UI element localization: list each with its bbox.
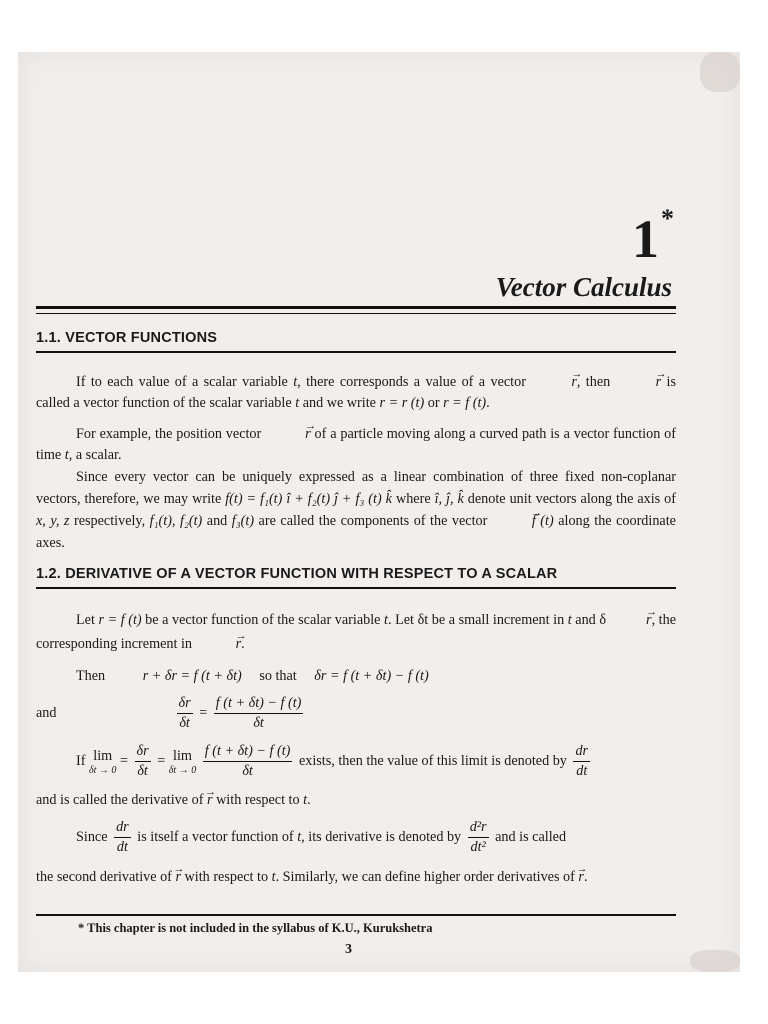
equation-line: If lim δt → 0 = $\frac{\delta r}{\delta t}$ = lim δt → 0 $\frac{f (t + \delta t) - f (t)}{\delta t}$ exists, then the value of this limit is denoted by $\frac{dr}{dt}$ (76, 743, 589, 780)
chapter-number: 1* (632, 204, 674, 269)
equation: r = f (t) (443, 395, 487, 411)
vector-r: → r (578, 866, 584, 888)
paragraph: the second derivative of → r with respect to t. Similarly, we can define higher order derivatives of → r. (36, 866, 676, 888)
vector-r: → r (175, 866, 181, 888)
section-heading: 1.1. VECTOR FUNCTIONS (36, 330, 218, 346)
fraction: $\frac{\delta r}{\delta t}$ (136, 743, 149, 780)
paragraph: Since every vector can be uniquely expressed as a linear combination of three fixed non-coplanar vectors, therefore, we may write f(t) = f₁(t) î + f₂(t) ĵ + f₃ (t) k̂ where î, ĵ, k̂ denote unit vectors along the axis of x, y, z respectively, f₁(t), f₂(t) and f₃(t) are called the components of the vector → f (t) along the coordinate axes. (36, 466, 676, 554)
section-heading: 1.2. DERIVATIVE OF A VECTOR FUNCTION WITH RESPECT TO A SCALAR (36, 566, 558, 582)
limit: lim δt → 0 (89, 747, 117, 776)
equation: r + δr = f (t + δt) (142, 668, 242, 684)
vector-r: → r (531, 372, 577, 393)
fraction: $\frac{f (t + \delta t) - f (t)}{\delta t}$ (204, 743, 291, 780)
fraction: $\frac{\delta r}{\delta t}$ (178, 695, 191, 732)
fraction: $\frac{f (t + \delta t) - f (t)}{\delta t}$ (215, 695, 302, 732)
vector-r: → r (606, 608, 652, 632)
vector-r: → r (265, 424, 311, 445)
equation-line: and $\frac{\delta r}{\delta t}$ = $\frac{f (t + \delta t) - f (t)}{\delta t}$ (36, 695, 302, 732)
footnote-rule (36, 914, 676, 916)
section-rule (36, 351, 676, 353)
vector-r: → r (207, 790, 213, 811)
page-number: 3 (345, 942, 352, 957)
vector-r: → r (616, 372, 662, 393)
chapter-star: * (661, 204, 674, 233)
equation: r = r (t) (379, 395, 425, 411)
paragraph: For example, the position vector → r of a particle moving along a curved path is a vector function of time t, a scalar. (36, 424, 676, 466)
equation-line: Since $\frac{dr}{dt}$ is itself a vector function of t, its derivative is denoted by $\frac{\text{d²r}}{\text{dt²}}$ and is called (76, 819, 567, 856)
title-rule-thick (36, 306, 676, 309)
equation: δr = f (t + δt) − f (t) (314, 668, 429, 684)
section-rule (36, 587, 676, 589)
footnote: * This chapter is not included in the syllabus of K.U., Kurukshetra (78, 921, 433, 935)
chapter-title: Vector Calculus (495, 272, 672, 302)
equation: r = f (t) (98, 612, 142, 628)
fraction: $\frac{dr}{dt}$ (116, 819, 129, 856)
paragraph: If to each value of a scalar variable t, there corresponds a value of a vector → r, then → r is called a vector function of the scalar variable t and we write r = r (t) or r = f (t). (36, 372, 676, 414)
fraction: $\frac{\text{d²r}}{\text{dt²}}$ (469, 819, 487, 856)
limit: lim δt → 0 (168, 747, 197, 776)
paragraph: Let r = f (t) be a vector function of the scalar variable t. Let δt be a small increment in t and δ→ r, the corresponding increment in → r. (36, 608, 676, 656)
vector-f: → f (492, 510, 536, 532)
vector-r: → r (196, 632, 242, 656)
paragraph: and is called the derivative of → r with respect to t. (36, 790, 676, 811)
equation: f(t) = f₁(t) î + f₂(t) ĵ + f₃ (t) k̂ (225, 491, 392, 507)
fraction: $\frac{dr}{dt}$ (575, 743, 589, 780)
title-rule-thin (36, 313, 676, 314)
equation-line: Then r + δr = f (t + δt) so that δr = f (t + δt) − f (t) (76, 668, 429, 684)
